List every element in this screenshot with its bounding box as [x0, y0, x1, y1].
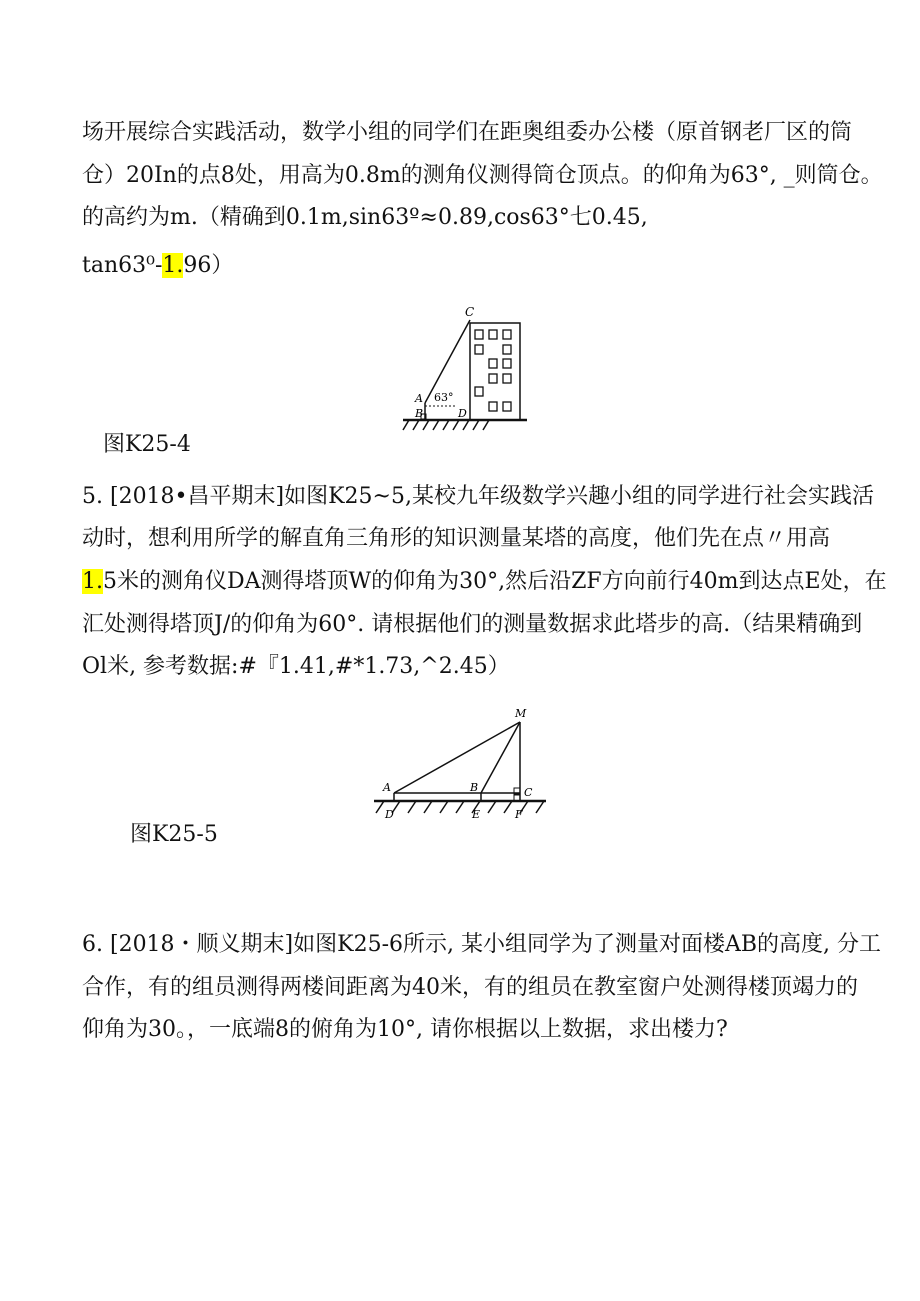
- label-m: M: [515, 707, 527, 720]
- problem5-line-1: 5. [2018•昌平期末]如图K25~5,某校九年级数学兴趣小组的同学进行社会实践活: [82, 484, 874, 509]
- highlighted-text: 1.: [162, 253, 184, 278]
- figure-caption-k25-4: 图K25-4: [103, 432, 191, 457]
- problem4-line-4-post: 96）: [183, 253, 234, 278]
- figure-caption-k25-5: 图K25-5: [130, 822, 218, 847]
- problem4-line-1: 场开展综合实践活动，数学小组的同学们在距奥组委办公楼（原首钢老厂区的筒: [82, 120, 853, 145]
- label-a: A: [383, 781, 391, 794]
- problem5-line-2: 动时，想利用所学的解直角三角形的知识测量某塔的高度，他们先在点〃用高: [82, 526, 831, 551]
- problem5-line-3-rest: 5米的测角仪DA测得塔顶W的仰角为30°,然后沿ZF方向前行40m到达点E处，在: [103, 569, 887, 594]
- problem6-line-1: 6. [2018・顺义期末]如图K25-6所示, 某小组同学为了测量对面楼AB的高度, 分工: [82, 932, 882, 957]
- label-c: C: [524, 786, 533, 799]
- problem4-line-4-pre: tan63⁰-: [82, 253, 163, 278]
- building-windows: [475, 330, 511, 411]
- label-e: E: [472, 808, 481, 821]
- problem6-line-3: 仰角为30。，一底端8的俯角为10°, 请你根据以上数据，求出楼力?: [82, 1017, 728, 1042]
- problem5-line-3: [82, 567, 887, 597]
- ground-hatch: [403, 420, 489, 430]
- highlighted-text: 1.: [82, 569, 103, 594]
- figure-k25-5: [370, 700, 550, 825]
- problem6-line-2: 合作，有的组员测得两楼间距离为40米，有的组员在教室窗户处测得楼顶竭力的: [82, 975, 858, 1000]
- label-f: F: [515, 808, 523, 821]
- problem5-line-4: 汇处测得塔顶J/的仰角为60°. 请根据他们的测量数据求此塔步的高.（结果精确到: [82, 612, 863, 637]
- label-d: D: [458, 407, 467, 420]
- label-c: C: [465, 305, 475, 319]
- label-b: B: [470, 781, 479, 794]
- figure-k25-4: [395, 300, 535, 440]
- silo-building: [470, 323, 520, 420]
- problem4-line-3: 的高约为m.（精确到0.1m,sin63º≈0.89,cos63°七0.45,: [82, 205, 648, 230]
- angle-label: 63°: [434, 391, 454, 404]
- problem4-line-2: 仓）20In的点8处，用高为0.8m的测角仪测得筒仓顶点。的仰角为63°, _则筒仓。: [82, 163, 883, 188]
- label-d: D: [385, 808, 394, 821]
- label-b: B: [415, 407, 424, 420]
- label-a: A: [415, 392, 423, 405]
- problem4-line-4: [82, 251, 233, 281]
- problem5-line-5: Ol米, 参考数据:#『1.41,#*1.73,^2.45）: [82, 654, 510, 679]
